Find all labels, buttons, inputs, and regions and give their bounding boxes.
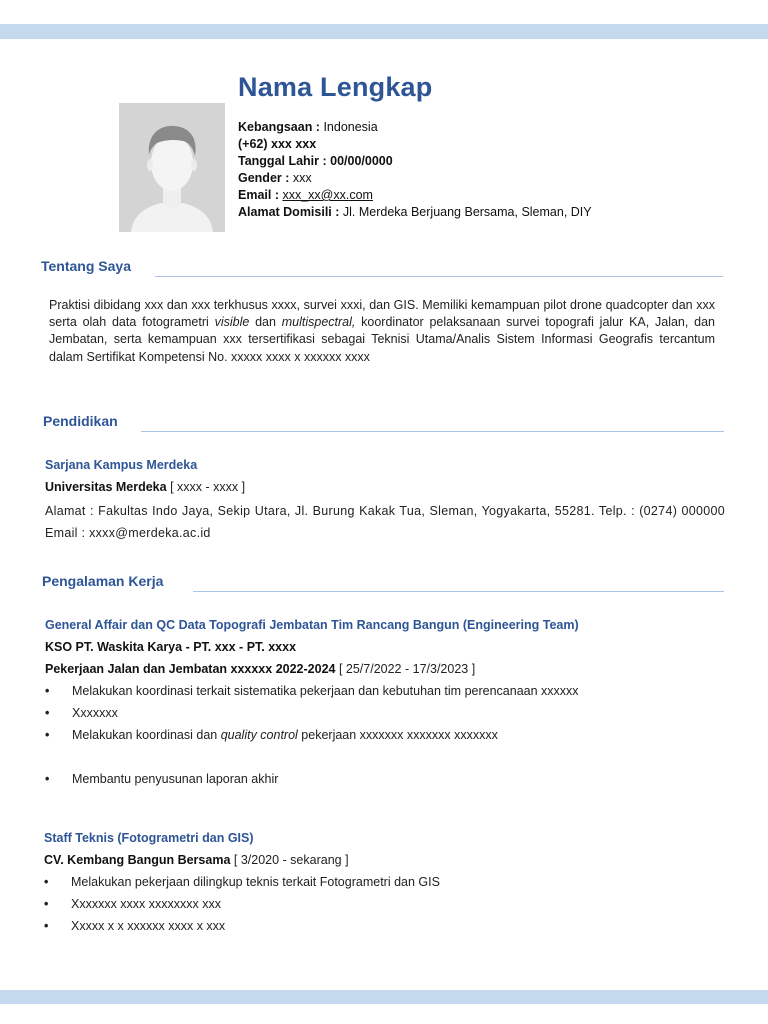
full-name: Nama Lengkap [238, 72, 433, 102]
bottom-band [0, 990, 768, 1004]
section-title-about: Tentang Saya [41, 258, 131, 274]
info-address: Alamat Domisili : Jl. Merdeka Berjuang Bersama, Sleman, DIY [238, 205, 592, 219]
education-degree: Sarjana Kampus Merdeka [45, 458, 198, 472]
info-birthdate: Tanggal Lahir : 00/00/0000 [238, 154, 393, 168]
education-address: Alamat : Fakultas Indo Jaya, Sekip Utara, Jl. Burung Kakak Tua, Sleman, Yogyakarta, 55281. Telp. : (0274) 000000 Email : xxxx@merdeka.ac.id [45, 504, 725, 540]
section-divider-experience [193, 591, 724, 592]
education-university-line: Universitas Merdeka [ xxxx - xxxx ] [45, 480, 246, 494]
job-1-company: KSO PT. Waskita Karya - PT. xxx - PT. xxxx [45, 640, 297, 654]
job-1-role: General Affair dan QC Data Topografi Jembatan Tim Rancang Bangun (Engineering Team) [45, 618, 579, 632]
info-gender: Gender : xxx [238, 171, 312, 185]
about-text: Praktisi dibidang xxx dan xxx terkhusus xxxx, survei xxxi, dan GIS. Memiliki kemampuan pilot drone quadcopter dan xxx serta olah data fotogrametri visible dan multispectral, koordinator pelaksanaan survei topografi jalur KA, Jalan, dan Jembatan, serta kemampuan xxx tersertifikasi sebagai Teknisi Utama/Analis Sistem Informasi Geografis tercantum dalam Sertifikat Kompetensi No. xxxxx xxxx x xxxxxx xxxx [49, 298, 715, 364]
section-divider-education [141, 431, 724, 432]
person-silhouette-icon [119, 103, 225, 232]
job-2-role: Staff Teknis (Fotogrametri dan GIS) [44, 831, 254, 845]
job-1-project: Pekerjaan Jalan dan Jembatan xxxxxx 2022-2024 [ 25/7/2022 - 17/3/2023 ] [45, 662, 476, 676]
info-phone: (+62) xxx xxx [238, 137, 317, 151]
job-2-company: CV. Kembang Bangun Bersama [ 3/2020 - sekarang ] [44, 853, 349, 867]
section-title-education: Pendidikan [43, 413, 118, 429]
info-nationality: Kebangsaan : Indonesia [238, 120, 378, 134]
profile-photo-placeholder [119, 103, 225, 232]
personal-info [238, 119, 592, 221]
info-email: Email : xxx_xx@xx.com [238, 188, 373, 202]
top-band [0, 24, 768, 39]
section-title-experience: Pengalaman Kerja [42, 573, 164, 589]
section-divider-about [155, 276, 723, 277]
email-link[interactable]: xxx_xx@xx.com [282, 188, 373, 202]
